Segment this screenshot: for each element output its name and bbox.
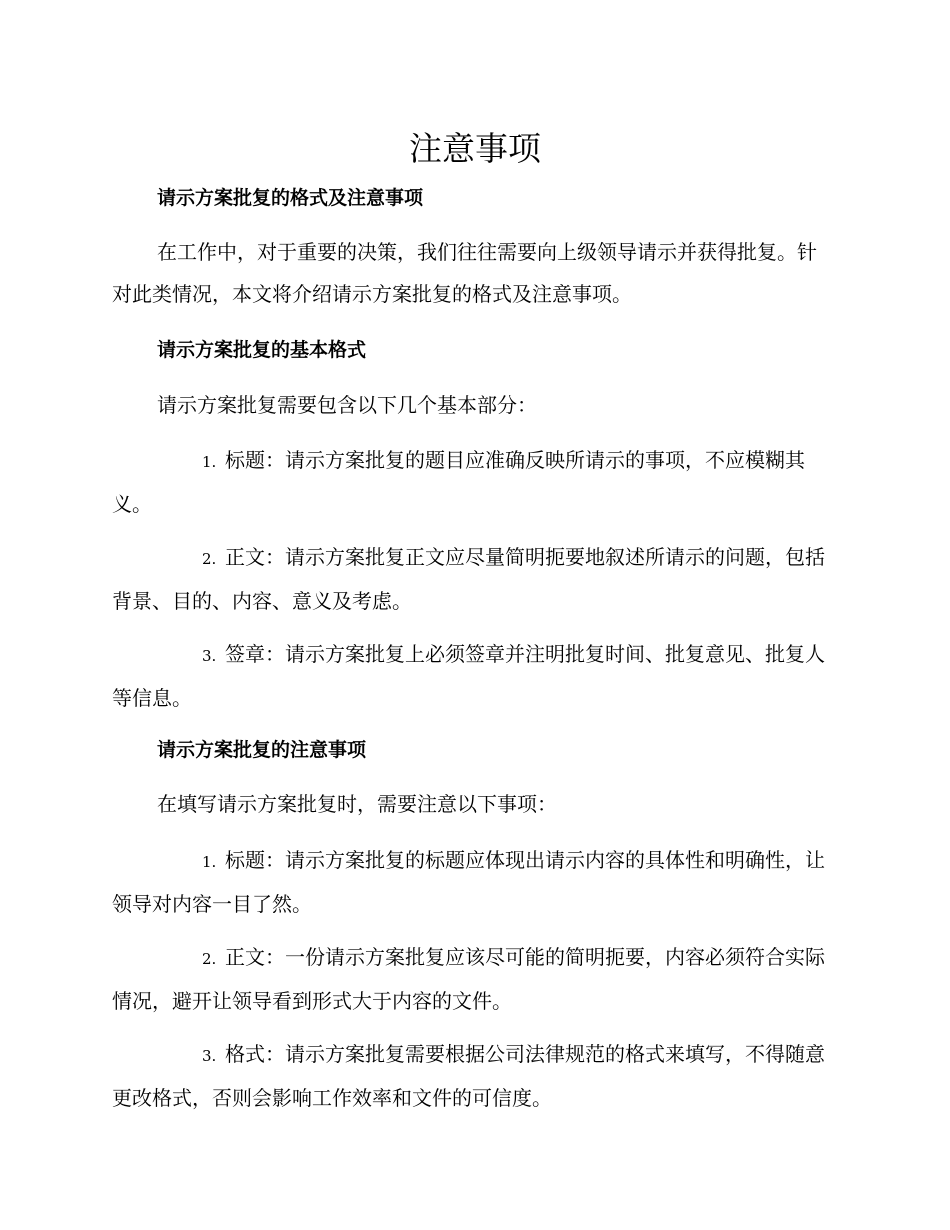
list-number: 1. [202, 453, 217, 471]
list-number: 3. [202, 647, 217, 665]
list-number: 3. [202, 1047, 217, 1065]
section-heading-notes: 请示方案批复的注意事项 [157, 739, 367, 761]
basic-format-item [112, 633, 834, 719]
document-title: 注意事项 [409, 129, 541, 168]
list-item-text: 标题：请示方案批复的题目应准确反映所请示的事项，不应模糊其义。 [112, 448, 805, 516]
notes-lead: 在填写请示方案批复时，需要注意以下事项： [157, 792, 557, 816]
list-item-text: 标题：请示方案批复的标题应体现出请示内容的具体性和明确性，让领导对内容一目了然。 [112, 848, 825, 916]
notes-item [112, 936, 834, 1022]
notes-item [112, 839, 834, 925]
basic-format-lead: 请示方案批复需要包含以下几个基本部分： [157, 393, 537, 417]
section-heading-basic-format: 请示方案批复的基本格式 [157, 339, 367, 361]
list-number: 2. [202, 550, 217, 568]
list-item-text: 签章：请示方案批复上必须签章并注明批复时间、批复意见、批复人等信息。 [112, 642, 825, 710]
notes-item [112, 1033, 834, 1119]
list-number: 1. [202, 853, 217, 871]
section-heading-format-and-notes: 请示方案批复的格式及注意事项 [157, 187, 424, 209]
list-item-text: 正文：一份请示方案批复应该尽可能的简明扼要，内容必须符合实际情况，避开让领导看到形式大于内容的文件。 [112, 945, 825, 1013]
basic-format-item [112, 439, 834, 525]
list-item-text: 正文：请示方案批复正文应尽量简明扼要地叙述所请示的问题，包括背景、目的、内容、意义及考虑。 [112, 545, 825, 613]
intro-paragraph: 在工作中，对于重要的决策，我们往往需要向上级领导请示并获得批复。针对此类情况，本文将介绍请示方案批复的格式及注意事项。 [112, 240, 817, 306]
list-number: 2. [202, 950, 217, 968]
basic-format-item [112, 536, 834, 622]
list-item-text: 格式：请示方案批复需要根据公司法律规范的格式来填写，不得随意更改格式，否则会影响工作效率和文件的可信度。 [112, 1042, 825, 1110]
